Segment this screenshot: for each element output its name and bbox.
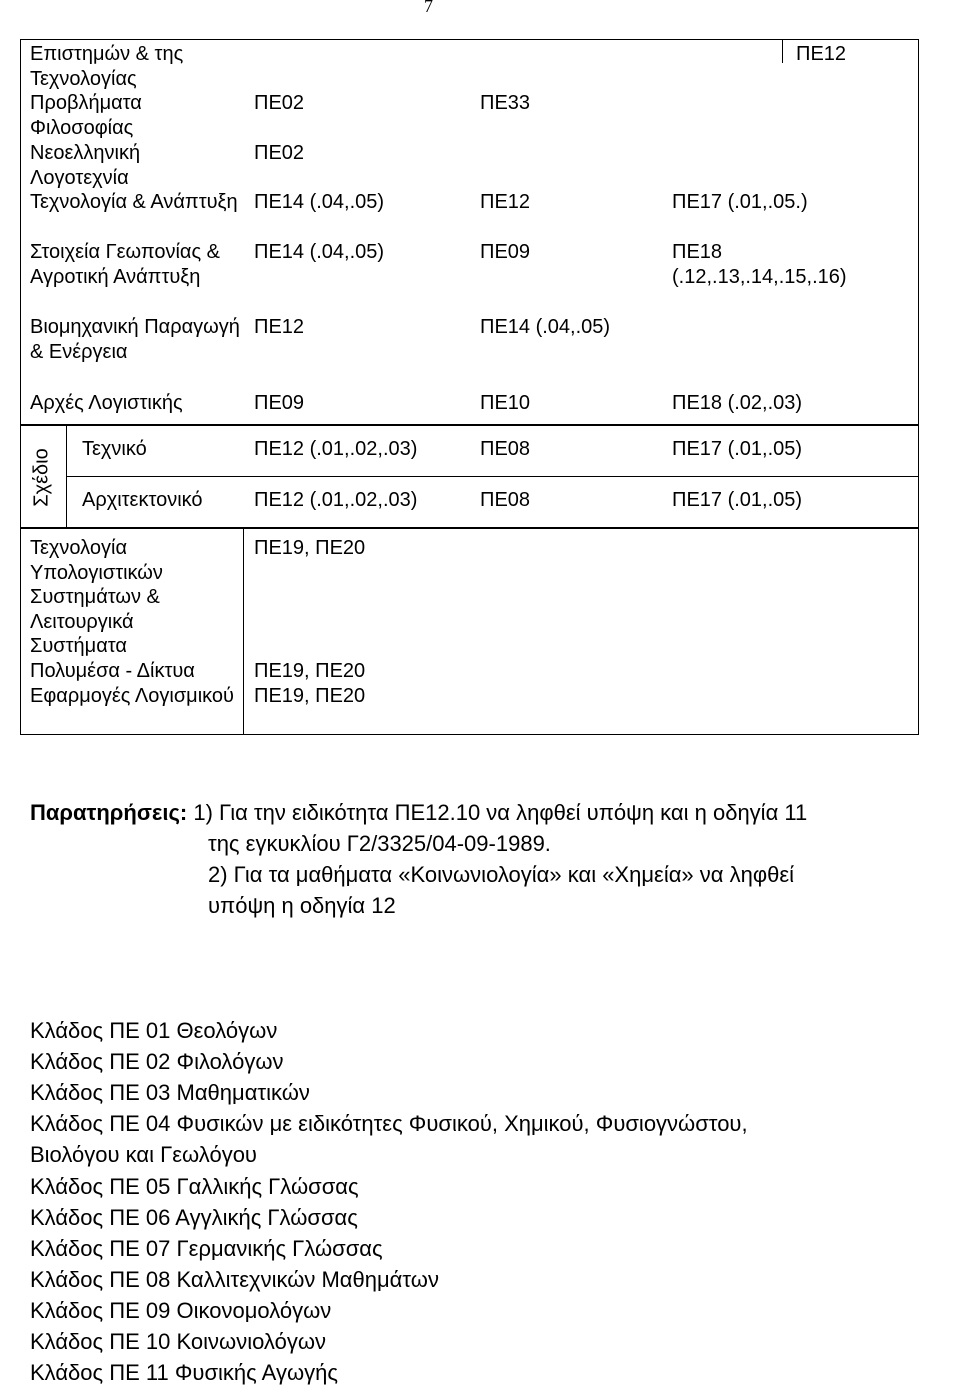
note-2-cont: υπόψη η οδηγία 12	[208, 893, 396, 918]
table-row-subject: Βιομηχανική Παραγωγή & Ενέργεια	[30, 316, 240, 363]
table-cell: ΠΕ12 (.01,.02,.03)	[254, 489, 418, 511]
table-cell: ΠΕ02	[254, 92, 305, 114]
table-row-subject: Νεοελληνική Λογοτεχνία	[30, 142, 141, 189]
table-cell: ΠΕ12 (.01,.02,.03)	[254, 438, 418, 460]
list-item: Κλάδος ΠΕ 02 Φιλολόγων	[30, 1049, 284, 1074]
table-cell: ΠΕ14 (.04,.05)	[254, 241, 385, 263]
table-b-group-label: Σχέδιο	[30, 448, 53, 507]
table-a-divider	[782, 39, 783, 63]
table-row-subject: Τεχνολογία & Ανάπτυξη	[30, 191, 238, 213]
note-1: 1) Για την ειδικότητα ΠΕ12.10 να ληφθεί υπόψη και η οδηγία 11	[193, 800, 808, 825]
table-cell: ΠΕ19, ΠΕ20	[254, 685, 366, 707]
table-cell: ΠΕ14 (.04,.05)	[254, 191, 385, 213]
table-cell: ΠΕ09	[480, 241, 531, 263]
table-cell: ΠΕ08	[480, 438, 531, 460]
table-row-subject: Επιστημών & της Τεχνολογίας	[30, 43, 184, 90]
table-cell: ΠΕ17 (.01,.05.)	[672, 191, 808, 213]
table-cell: ΠΕ17 (.01,.05)	[672, 489, 803, 511]
notes-label: Παρατηρήσεις:	[30, 800, 188, 825]
note-1-cont: της εγκυκλίου Γ2/3325/04-09-1989.	[208, 831, 551, 856]
list-item: Κλάδος ΠΕ 03 Μαθηματικών	[30, 1080, 310, 1105]
list-item: Κλάδος ΠΕ 05 Γαλλικής Γλώσσας	[30, 1174, 359, 1199]
table-cell: ΠΕ33	[480, 92, 531, 114]
table-row-subject: Αρχές Λογιστικής	[30, 392, 183, 414]
table-cell: ΠΕ08	[480, 489, 531, 511]
table-row-subject: Τεχνικό	[82, 438, 147, 460]
table-cell: ΠΕ12	[254, 316, 305, 338]
list-item: Κλάδος ΠΕ 08 Καλλιτεχνικών Μαθημάτων	[30, 1267, 439, 1292]
list-item: Κλάδος ΠΕ 04 Φυσικών με ειδικότητες Φυσικού, Χημικού, Φυσιογνώστου,	[30, 1111, 748, 1136]
table-cell: ΠΕ09	[254, 392, 305, 414]
table-cell: ΠΕ02	[254, 142, 305, 164]
table-row-subject: Πολυμέσα - Δίκτυα	[30, 660, 195, 682]
table-cell: ΠΕ19, ΠΕ20	[254, 537, 366, 559]
notes-line-1	[30, 797, 807, 828]
note-2: 2) Για τα μαθήματα «Κοινωνιολογία» και «Χημεία» να ληφθεί	[208, 862, 795, 887]
table-cell: ΠΕ17 (.01,.05)	[672, 438, 803, 460]
table-row-subject: Αρχιτεκτονικό	[82, 489, 203, 511]
table-cell: ΠΕ18 (.02,.03)	[672, 392, 803, 414]
table-row-subject: Τεχνολογία Υπολογιστικών Συστημάτων & Λειτουργικά Συστήματα	[30, 537, 163, 657]
table-cell: ΠΕ12	[480, 191, 531, 213]
table-a-header-right: ΠΕ12	[796, 43, 847, 65]
table-cell: ΠΕ10	[480, 392, 531, 414]
table-cell: ΠΕ14 (.04,.05)	[480, 316, 611, 338]
table-cell: ΠΕ18 (.12,.13,.14,.15,.16)	[672, 241, 847, 288]
table-b-row-divider	[66, 476, 919, 477]
table-cell: ΠΕ19, ΠΕ20	[254, 660, 366, 682]
list-item: Κλάδος ΠΕ 06 Αγγλικής Γλώσσας	[30, 1205, 358, 1230]
table-row-subject: Εφαρμογές Λογισμικού	[30, 685, 234, 707]
list-item: Κλάδος ΠΕ 01 Θεολόγων	[30, 1018, 278, 1043]
list-item: Βιολόγου και Γεωλόγου	[30, 1142, 257, 1167]
table-row-subject: Προβλήματα Φιλοσοφίας	[30, 92, 142, 139]
list-item: Κλάδος ΠΕ 09 Οικονομολόγων	[30, 1298, 332, 1323]
table-c-divider	[243, 528, 244, 735]
page-number: 7	[424, 0, 433, 16]
list-item: Κλάδος ΠΕ 11 Φυσικής Αγωγής	[30, 1360, 338, 1385]
list-item: Κλάδος ΠΕ 07 Γερμανικής Γλώσσας	[30, 1236, 383, 1261]
table-row-subject: Στοιχεία Γεωπονίας & Αγροτική Ανάπτυξη	[30, 241, 221, 288]
list-item: Κλάδος ΠΕ 10 Κοινωνιολόγων	[30, 1329, 327, 1354]
